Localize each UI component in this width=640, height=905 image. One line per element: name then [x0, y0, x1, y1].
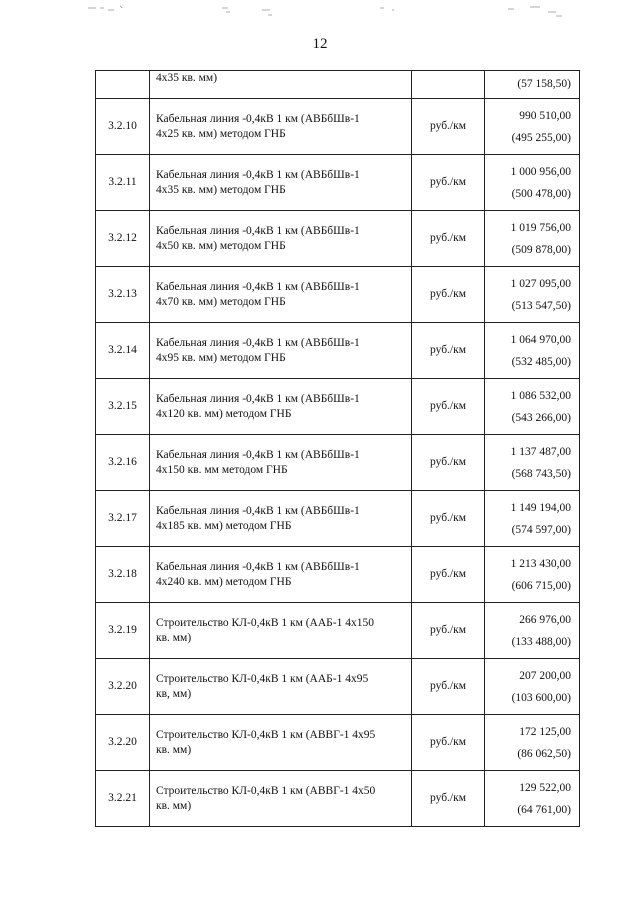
- price-value: 172 125,00: [519, 725, 571, 738]
- scan-noise: [0, 0, 640, 30]
- row-price: (57 158,50): [485, 71, 580, 99]
- row-unit: [412, 71, 485, 99]
- row-name: [150, 659, 412, 715]
- row-name-line2: 4х25 кв. мм) методом ГНБ: [156, 127, 286, 140]
- price-half-value: (86 062,50): [517, 747, 571, 760]
- row-number: 3.2.12: [96, 211, 150, 267]
- row-name: [150, 155, 412, 211]
- row-name-line2: 4х70 кв. мм) методом ГНБ: [156, 295, 286, 308]
- price-value: 129 522,00: [519, 781, 571, 794]
- row-unit: руб./км: [412, 491, 485, 547]
- price-value: 1 064 970,00: [510, 333, 571, 346]
- table-row: [96, 379, 580, 435]
- table-row: [96, 155, 580, 211]
- price-value: 266 976,00: [519, 613, 571, 626]
- row-name: [150, 211, 412, 267]
- row-unit: руб./км: [412, 547, 485, 603]
- row-name-line2: кв. мм): [156, 631, 192, 644]
- row-price: [485, 323, 580, 379]
- row-name-line2: 4х95 кв. мм) методом ГНБ: [156, 351, 286, 364]
- table-row: [96, 603, 580, 659]
- row-number: 3.2.20: [96, 659, 150, 715]
- price-value: 1 086 532,00: [510, 389, 571, 402]
- page-number: 12: [312, 36, 328, 52]
- row-name-line2: 4х150 кв. мм методом ГНБ: [156, 463, 288, 476]
- row-unit: руб./км: [412, 323, 485, 379]
- price-half-value: (543 266,00): [511, 411, 571, 424]
- row-name-line1: Кабельная линия -0,4кВ 1 км (АВБбШв-1: [156, 280, 360, 293]
- row-name-line2: 4х185 кв. мм) методом ГНБ: [156, 519, 292, 532]
- row-number: 3.2.10: [96, 99, 150, 155]
- table-row: [96, 99, 580, 155]
- row-price: [485, 491, 580, 547]
- row-name-line1: Строительство КЛ-0,4кВ 1 км (ААБ-1 4х95: [156, 672, 369, 685]
- row-name-line1: Кабельная линия -0,4кВ 1 км (АВБбШв-1: [156, 504, 360, 517]
- row-price: [485, 603, 580, 659]
- row-number: 3.2.15: [96, 379, 150, 435]
- row-name: [150, 435, 412, 491]
- row-name-line2: 4х50 кв. мм) методом ГНБ: [156, 239, 286, 252]
- row-number: 3.2.11: [96, 155, 150, 211]
- row-unit: руб./км: [412, 771, 485, 827]
- price-half-value: (509 878,00): [511, 243, 571, 256]
- row-price: [485, 435, 580, 491]
- row-price: [485, 99, 580, 155]
- row-number: 3.2.17: [96, 491, 150, 547]
- price-half-value: (568 743,50): [511, 467, 571, 480]
- price-value: 207 200,00: [519, 669, 571, 682]
- row-number: [96, 71, 150, 99]
- row-name-line2: 4х120 кв. мм) методом ГНБ: [156, 407, 292, 420]
- row-number: 3.2.19: [96, 603, 150, 659]
- row-name-line2: кв. мм): [156, 743, 192, 756]
- row-name-line1: Кабельная линия -0,4кВ 1 км (АВБбШв-1: [156, 336, 360, 349]
- row-name-line1: Кабельная линия -0,4кВ 1 км (АВБбШв-1: [156, 168, 360, 181]
- row-name: [150, 267, 412, 323]
- price-half-value: (64 761,00): [517, 803, 571, 816]
- price-value: 1 027 095,00: [510, 277, 571, 290]
- table-row: [96, 771, 580, 827]
- row-name-line2: 4х35 кв. мм) методом ГНБ: [156, 183, 286, 196]
- row-name-line2: 4х240 кв. мм) методом ГНБ: [156, 575, 292, 588]
- row-name-line1: Строительство КЛ-0,4кВ 1 км (ААБ-1 4х150: [156, 616, 374, 629]
- price-half-value: (532 485,00): [511, 355, 571, 368]
- row-name: 4x35 кв. мм): [150, 71, 412, 99]
- row-name-line1: Кабельная линия -0,4кВ 1 км (АВБбШв-1: [156, 224, 360, 237]
- row-price: [485, 659, 580, 715]
- price-value: 990 510,00: [519, 109, 571, 122]
- price-value: 1 000 956,00: [510, 165, 571, 178]
- row-name-line1: Кабельная линия -0,4кВ 1 км (АВБбШв-1: [156, 448, 360, 461]
- row-name-line1: Кабельная линия -0,4кВ 1 км (АВБбШв-1: [156, 112, 360, 125]
- row-price: [485, 155, 580, 211]
- price-half-value: (500 478,00): [511, 187, 571, 200]
- row-unit: руб./км: [412, 379, 485, 435]
- row-price: [485, 211, 580, 267]
- row-name-line2: кв. мм): [156, 799, 192, 812]
- row-price: [485, 715, 580, 771]
- price-half-value: (103 600,00): [511, 691, 571, 704]
- row-price: [485, 379, 580, 435]
- row-number: 3.2.20: [96, 715, 150, 771]
- table-row: [96, 323, 580, 379]
- table-row: [96, 659, 580, 715]
- table-row: [96, 547, 580, 603]
- row-number: 3.2.16: [96, 435, 150, 491]
- price-half-value: (606 715,00): [511, 579, 571, 592]
- row-name-line1: Строительство КЛ-0,4кВ 1 км (АВВГ-1 4х95: [156, 728, 376, 741]
- row-name: [150, 603, 412, 659]
- row-unit: руб./км: [412, 99, 485, 155]
- price-value: 1 019 756,00: [510, 221, 571, 234]
- row-name: [150, 547, 412, 603]
- price-value: 1 213 430,00: [510, 557, 571, 570]
- row-name-line1: Кабельная линия -0,4кВ 1 км (АВБбШв-1: [156, 392, 360, 405]
- row-name: [150, 379, 412, 435]
- row-unit: руб./км: [412, 155, 485, 211]
- table-row: [96, 715, 580, 771]
- price-value: 1 137 487,00: [510, 445, 571, 458]
- row-name-line2: кв, мм): [156, 687, 192, 700]
- row-name-line1: Строительство КЛ-0,4кВ 1 км (АВВГ-1 4х50: [156, 784, 376, 797]
- row-unit: руб./км: [412, 659, 485, 715]
- price-half-value: (574 597,00): [511, 523, 571, 536]
- row-name-line1: Кабельная линия -0,4кВ 1 км (АВБбШв-1: [156, 560, 360, 573]
- table-row-continuation: [96, 71, 580, 99]
- row-number: 3.2.18: [96, 547, 150, 603]
- row-number: 3.2.21: [96, 771, 150, 827]
- price-half-value: (495 255,00): [511, 131, 571, 144]
- row-unit: руб./км: [412, 435, 485, 491]
- row-price: [485, 771, 580, 827]
- row-name: [150, 99, 412, 155]
- row-name: [150, 491, 412, 547]
- table-row: [96, 435, 580, 491]
- price-table: [95, 70, 580, 827]
- price-half-value: (513 547,50): [511, 299, 571, 312]
- row-unit: руб./км: [412, 211, 485, 267]
- row-unit: руб./км: [412, 267, 485, 323]
- row-number: 3.2.13: [96, 267, 150, 323]
- row-name: [150, 715, 412, 771]
- row-name: [150, 771, 412, 827]
- table-row: [96, 267, 580, 323]
- table-row: [96, 211, 580, 267]
- price-table-body: [96, 71, 580, 827]
- row-unit: руб./км: [412, 603, 485, 659]
- row-name: [150, 323, 412, 379]
- row-price: [485, 547, 580, 603]
- row-number: 3.2.14: [96, 323, 150, 379]
- table-row: [96, 491, 580, 547]
- row-unit: руб./км: [412, 715, 485, 771]
- price-half-value: (133 488,00): [511, 635, 571, 648]
- row-price: [485, 267, 580, 323]
- price-value: 1 149 194,00: [510, 501, 571, 514]
